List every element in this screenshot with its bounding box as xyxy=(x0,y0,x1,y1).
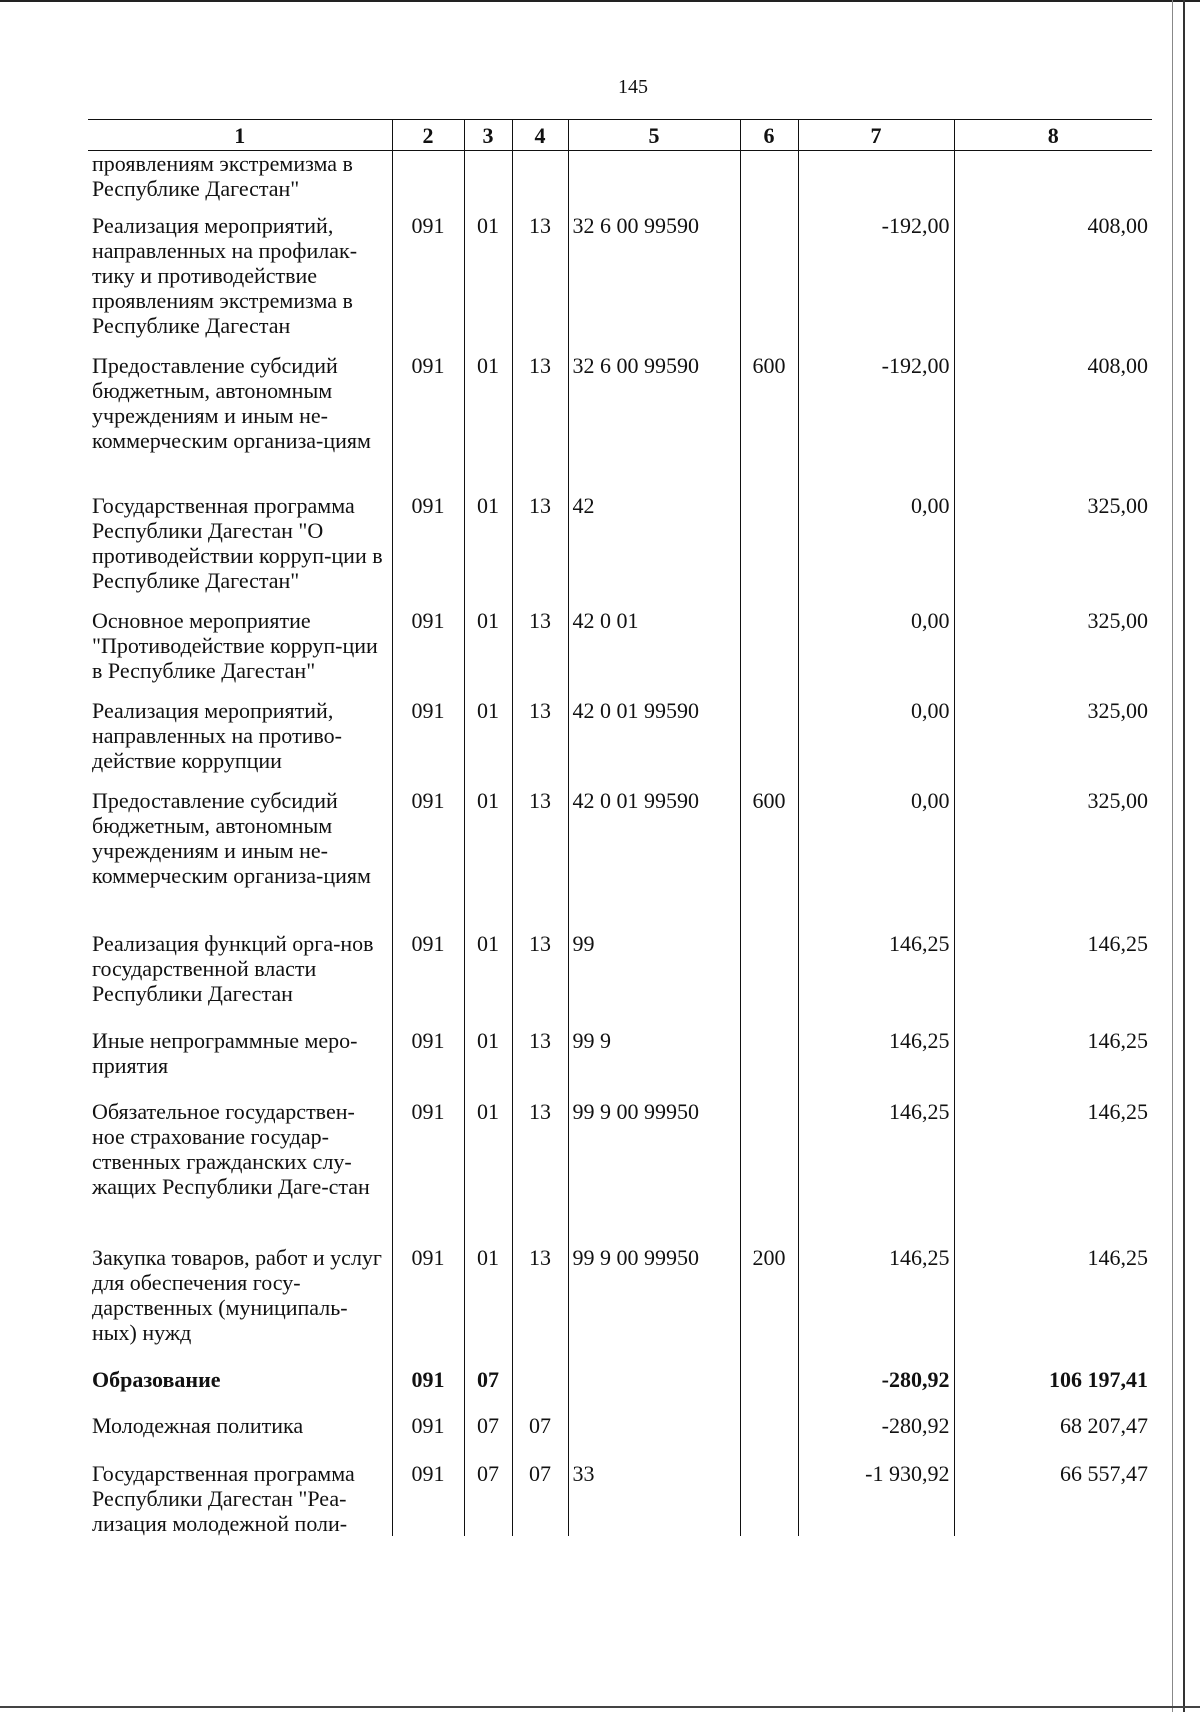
row-expense-type xyxy=(740,1028,798,1099)
row-section: 01 xyxy=(464,493,512,608)
row-total-amount: 146,25 xyxy=(954,1245,1152,1367)
row-total-amount: 146,25 xyxy=(954,1099,1152,1245)
table-row xyxy=(88,608,1152,698)
row-subsection: 07 xyxy=(512,1461,568,1536)
col-header-4: 4 xyxy=(512,120,568,151)
scan-edge-right-inner xyxy=(1172,0,1173,1712)
row-total-amount: 66 557,47 xyxy=(954,1461,1152,1536)
col-header-2: 2 xyxy=(392,120,464,151)
table-row xyxy=(88,1028,1152,1099)
scan-edge-bottom xyxy=(0,1706,1200,1708)
row-target-code xyxy=(568,1367,740,1413)
row-total-amount: 325,00 xyxy=(954,493,1152,608)
row-total-amount: 106 197,41 xyxy=(954,1367,1152,1413)
row-section: 01 xyxy=(464,1028,512,1099)
row-section: 01 xyxy=(464,1245,512,1367)
row-chapter: 091 xyxy=(392,1028,464,1099)
row-expense-type xyxy=(740,1099,798,1245)
row-target-code: 32 6 00 99590 xyxy=(568,213,740,353)
row-expense-type: 200 xyxy=(740,1245,798,1367)
row-total-amount: 325,00 xyxy=(954,608,1152,698)
row-section: 01 xyxy=(464,213,512,353)
scan-edge-right xyxy=(1183,0,1185,1712)
row-target-code xyxy=(568,151,740,214)
col-header-1: 1 xyxy=(88,120,392,151)
row-target-code: 42 0 01 99590 xyxy=(568,788,740,931)
row-chapter: 091 xyxy=(392,608,464,698)
row-name: Закупка товаров, работ и услуг для обеспечения госу-дарственных (муниципаль-ных) нужд xyxy=(92,1245,382,1345)
row-expense-type xyxy=(740,213,798,353)
table-row xyxy=(88,151,1152,214)
row-change-amount: -192,00 xyxy=(798,213,954,353)
table-row xyxy=(88,931,1152,1028)
row-name: Обязательное государствен-ное страхование государ-ственных гражданских слу-жащих Республики Даге-стан xyxy=(92,1099,370,1199)
row-chapter: 091 xyxy=(392,1461,464,1536)
row-section xyxy=(464,151,512,214)
table-body xyxy=(88,151,1152,1537)
col-header-5: 5 xyxy=(568,120,740,151)
row-change-amount: 0,00 xyxy=(798,493,954,608)
row-subsection: 13 xyxy=(512,1099,568,1245)
row-section: 07 xyxy=(464,1367,512,1413)
row-target-code: 42 0 01 99590 xyxy=(568,698,740,788)
row-total-amount: 408,00 xyxy=(954,353,1152,493)
row-change-amount: 0,00 xyxy=(798,788,954,931)
row-change-amount: 146,25 xyxy=(798,1245,954,1367)
table-header xyxy=(88,120,1152,151)
row-chapter: 091 xyxy=(392,1245,464,1367)
table-row xyxy=(88,1367,1152,1413)
row-subsection: 13 xyxy=(512,1028,568,1099)
table-row xyxy=(88,788,1152,931)
row-expense-type xyxy=(740,151,798,214)
row-chapter: 091 xyxy=(392,213,464,353)
row-subsection: 13 xyxy=(512,608,568,698)
row-chapter xyxy=(392,151,464,214)
table-row xyxy=(88,213,1152,353)
row-name: Реализация мероприятий, направленных на противо-действие коррупции xyxy=(92,698,342,773)
row-section: 01 xyxy=(464,788,512,931)
row-total-amount xyxy=(954,151,1152,214)
row-expense-type: 600 xyxy=(740,788,798,931)
row-total-amount: 325,00 xyxy=(954,788,1152,931)
col-header-8: 8 xyxy=(954,120,1152,151)
row-subsection: 13 xyxy=(512,493,568,608)
table-row xyxy=(88,493,1152,608)
row-subsection: 13 xyxy=(512,788,568,931)
row-expense-type xyxy=(740,698,798,788)
row-change-amount: -192,00 xyxy=(798,353,954,493)
row-change-amount: 0,00 xyxy=(798,608,954,698)
row-subsection: 13 xyxy=(512,931,568,1028)
row-chapter: 091 xyxy=(392,931,464,1028)
row-name: Предоставление субсидий бюджетным, автономным учреждениям и иным не-коммерческим организа-циям xyxy=(92,353,371,453)
table-row xyxy=(88,1461,1152,1536)
row-name: Реализация мероприятий, направленных на профилак-тику и противодействие проявлениям экстремизма в Республике Дагестан xyxy=(92,213,358,338)
row-total-amount: 408,00 xyxy=(954,213,1152,353)
table-row xyxy=(88,698,1152,788)
row-section: 07 xyxy=(464,1461,512,1536)
row-subsection: 13 xyxy=(512,698,568,788)
row-change-amount: -1 930,92 xyxy=(798,1461,954,1536)
row-chapter: 091 xyxy=(392,493,464,608)
row-total-amount: 146,25 xyxy=(954,931,1152,1028)
row-change-amount: -280,92 xyxy=(798,1367,954,1413)
row-expense-type xyxy=(740,931,798,1028)
row-subsection: 13 xyxy=(512,353,568,493)
col-header-7: 7 xyxy=(798,120,954,151)
row-section: 01 xyxy=(464,353,512,493)
row-target-code: 99 xyxy=(568,931,740,1028)
row-target-code: 99 9 00 99950 xyxy=(568,1245,740,1367)
row-change-amount xyxy=(798,151,954,214)
row-change-amount: 146,25 xyxy=(798,1099,954,1245)
col-header-6: 6 xyxy=(740,120,798,151)
row-name: Иные непрограммные меро-приятия xyxy=(92,1028,358,1078)
row-expense-type xyxy=(740,1413,798,1461)
row-chapter: 091 xyxy=(392,698,464,788)
table-row xyxy=(88,1099,1152,1245)
row-change-amount: 146,25 xyxy=(798,1028,954,1099)
row-total-amount: 146,25 xyxy=(954,1028,1152,1099)
budget-table xyxy=(88,119,1152,1536)
row-name: Государственная программа Республики Дагестан "О противодействии корруп-ции в Республике Дагестан" xyxy=(92,493,383,593)
row-name: Основное мероприятие "Противодействие корруп-ции в Республике Дагестан" xyxy=(92,608,378,683)
row-name: Предоставление субсидий бюджетным, автономным учреждениям и иным не-коммерческим организа-циям xyxy=(92,788,371,888)
row-section: 01 xyxy=(464,608,512,698)
row-change-amount: 146,25 xyxy=(798,931,954,1028)
row-target-code: 42 0 01 xyxy=(568,608,740,698)
row-subsection: 13 xyxy=(512,1245,568,1367)
page-number: 145 xyxy=(618,76,648,98)
row-name: Образование xyxy=(92,1367,221,1392)
row-target-code: 99 9 00 99950 xyxy=(568,1099,740,1245)
row-expense-type xyxy=(740,493,798,608)
row-subsection: 13 xyxy=(512,213,568,353)
row-expense-type xyxy=(740,1367,798,1413)
row-expense-type xyxy=(740,1461,798,1536)
table-row xyxy=(88,1245,1152,1367)
row-chapter: 091 xyxy=(392,353,464,493)
row-target-code: 33 xyxy=(568,1461,740,1536)
row-section: 07 xyxy=(464,1413,512,1461)
row-chapter: 091 xyxy=(392,1367,464,1413)
row-chapter: 091 xyxy=(392,1099,464,1245)
row-subsection xyxy=(512,151,568,214)
row-chapter: 091 xyxy=(392,1413,464,1461)
row-change-amount: -280,92 xyxy=(798,1413,954,1461)
row-name: Государственная программа Республики Дагестан "Реа-лизация молодежной поли- xyxy=(92,1461,355,1536)
row-section: 01 xyxy=(464,698,512,788)
row-target-code: 42 xyxy=(568,493,740,608)
row-target-code xyxy=(568,1413,740,1461)
table-row xyxy=(88,353,1152,493)
col-header-3: 3 xyxy=(464,120,512,151)
scan-edge-top xyxy=(0,0,1200,2)
row-expense-type: 600 xyxy=(740,353,798,493)
row-target-code: 99 9 xyxy=(568,1028,740,1099)
row-target-code: 32 6 00 99590 xyxy=(568,353,740,493)
row-name: Молодежная политика xyxy=(92,1413,304,1438)
table-row xyxy=(88,1413,1152,1461)
row-change-amount: 0,00 xyxy=(798,698,954,788)
row-section: 01 xyxy=(464,931,512,1028)
row-subsection: 07 xyxy=(512,1413,568,1461)
header-row xyxy=(88,120,1152,151)
row-section: 01 xyxy=(464,1099,512,1245)
row-chapter: 091 xyxy=(392,788,464,931)
row-name: Реализация функций орга-нов государственной власти Республики Дагестан xyxy=(92,931,374,1006)
row-total-amount: 325,00 xyxy=(954,698,1152,788)
row-total-amount: 68 207,47 xyxy=(954,1413,1152,1461)
row-name: проявлениям экстремизма в Республике Дагестан" xyxy=(92,151,353,201)
row-subsection xyxy=(512,1367,568,1413)
row-expense-type xyxy=(740,608,798,698)
